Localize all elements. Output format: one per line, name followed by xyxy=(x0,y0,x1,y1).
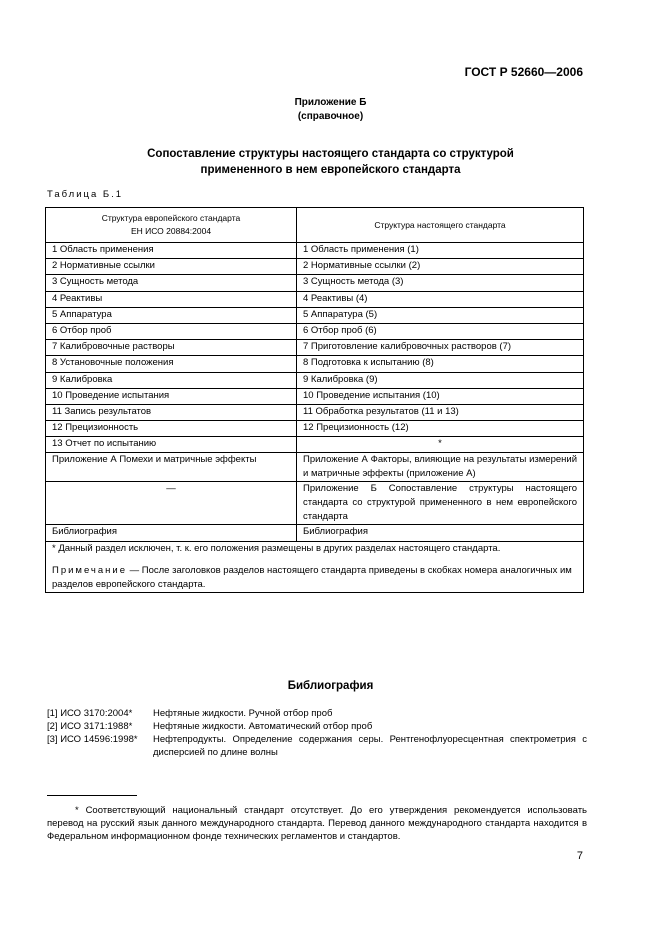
cell-european: 3 Сущность метода xyxy=(46,275,297,291)
cell-national: 9 Калибровка (9) xyxy=(297,372,584,388)
table-caption: Таблица Б.1 xyxy=(47,189,124,200)
table-note xyxy=(52,564,577,592)
table-row xyxy=(46,275,584,291)
note-label: Примечание xyxy=(52,564,127,576)
cell-national: 3 Сущность метода (3) xyxy=(297,275,584,291)
cell-european: 9 Калибровка xyxy=(46,372,297,388)
cell-european: 10 Проведение испытания xyxy=(46,388,297,404)
header-left-line-2: ЕН ИСО 20884:2004 xyxy=(130,226,212,236)
footnote: * Соответствующий национальный стандарт отсутствует. До его утверждения рекомендуется использовать перевод на русский язык данного международного стандарта. Перевод данного международного стандарта находится в Федеральном информационном фонде технических регламентов и стандартов. xyxy=(47,805,587,842)
table-row xyxy=(46,356,584,372)
table-row xyxy=(46,404,584,420)
note-text: — После заголовков разделов настоящего стандарта приведены в скобках номера аналогичных им разделов европейского стандарта. xyxy=(52,564,572,590)
section-title-line-1: Сопоставление структуры настоящего стандарта со структурой xyxy=(147,148,514,160)
cell-national: 6 Отбор проб (6) xyxy=(297,323,584,339)
table-row xyxy=(46,307,584,323)
table-row xyxy=(46,525,584,541)
cell-national: 5 Аппаратура (5) xyxy=(297,307,584,323)
appendix-type: (справочное) xyxy=(297,111,364,122)
table-notes xyxy=(46,541,584,592)
table-notes-row xyxy=(46,541,584,592)
table-row xyxy=(46,388,584,404)
cell-national: Приложение Б Сопоставление структуры настоящего стандарта со структурой примененного в нем европейского стандарта xyxy=(297,482,584,525)
header-european-standard xyxy=(46,208,297,243)
section-title xyxy=(0,146,661,178)
bibliography-title: Библиография xyxy=(287,680,374,692)
table-row xyxy=(46,482,584,525)
bibliography-code: [3] ИСО 14596:1998* xyxy=(47,734,138,745)
cell-european: 12 Прецизионность xyxy=(46,421,297,437)
table-row xyxy=(46,421,584,437)
cell-european: 6 Отбор проб xyxy=(46,323,297,339)
cell-european: — xyxy=(46,482,297,525)
bibliography-text: Нефтяные жидкости. Автоматический отбор проб xyxy=(153,721,373,732)
table-row xyxy=(46,340,584,356)
cell-european: 2 Нормативные ссылки xyxy=(46,259,297,275)
cell-national: 4 Реактивы (4) xyxy=(297,291,584,307)
cell-national: 7 Приготовление калибровочных растворов (7) xyxy=(297,340,584,356)
appendix-label: Приложение Б xyxy=(294,97,367,108)
table-row xyxy=(46,323,584,339)
cell-european: 11 Запись результатов xyxy=(46,404,297,420)
cell-national: Приложение А Факторы, влияющие на результаты измерений и матричные эффекты (приложение А) xyxy=(297,453,584,482)
cell-national: 10 Проведение испытания (10) xyxy=(297,388,584,404)
bibliography-item xyxy=(47,733,587,759)
appendix-heading xyxy=(0,96,661,124)
cell-european: Библиография xyxy=(46,525,297,541)
cell-national: Библиография xyxy=(297,525,584,541)
cell-national: 8 Подготовка к испытанию (8) xyxy=(297,356,584,372)
cell-national: * xyxy=(297,437,584,453)
cell-european: Приложение А Помехи и матричные эффекты xyxy=(46,453,297,482)
bibliography-list xyxy=(47,707,587,759)
cell-national: 12 Прецизионность (12) xyxy=(297,421,584,437)
comparison-table xyxy=(45,207,584,593)
header-this-standard: Структура настоящего стандарта xyxy=(297,208,584,243)
header-left-line-1: Структура европейского стандарта xyxy=(101,213,241,223)
table-row xyxy=(46,259,584,275)
cell-national: 1 Область применения (1) xyxy=(297,243,584,259)
document-code: ГОСТ Р 52660—2006 xyxy=(464,65,583,79)
cell-european: 7 Калибровочные растворы xyxy=(46,340,297,356)
bibliography-code: [2] ИСО 3171:1988* xyxy=(47,721,133,732)
cell-european: 5 Аппаратура xyxy=(46,307,297,323)
table-row xyxy=(46,437,584,453)
cell-national: 11 Обработка результатов (11 и 13) xyxy=(297,404,584,420)
table-row xyxy=(46,291,584,307)
table-row xyxy=(46,372,584,388)
page-number: 7 xyxy=(576,850,583,862)
bibliography-text: Нефтепродукты. Определение содержания серы. Рентгенофлуоресцентная спектрометрия с дисперсией по длине волны xyxy=(153,734,587,758)
bibliography-item xyxy=(47,707,587,720)
cell-national: 2 Нормативные ссылки (2) xyxy=(297,259,584,275)
bibliography-item xyxy=(47,720,587,733)
bibliography-text: Нефтяные жидкости. Ручной отбор проб xyxy=(153,708,333,719)
section-title-line-2: примененного в нем европейского стандарта xyxy=(200,164,461,176)
cell-european: 13 Отчет по испытанию xyxy=(46,437,297,453)
cell-european: 8 Установочные положения xyxy=(46,356,297,372)
table-row xyxy=(46,453,584,482)
table-footnote: * Данный раздел исключен, т. к. его положения размещены в других разделах настоящего стандарта. xyxy=(52,542,501,554)
cell-european: 4 Реактивы xyxy=(46,291,297,307)
bibliography-code: [1] ИСО 3170:2004* xyxy=(47,708,133,719)
table-header-row xyxy=(46,208,584,243)
cell-european: 1 Область применения xyxy=(46,243,297,259)
footnote-divider xyxy=(47,795,137,796)
table-row xyxy=(46,243,584,259)
